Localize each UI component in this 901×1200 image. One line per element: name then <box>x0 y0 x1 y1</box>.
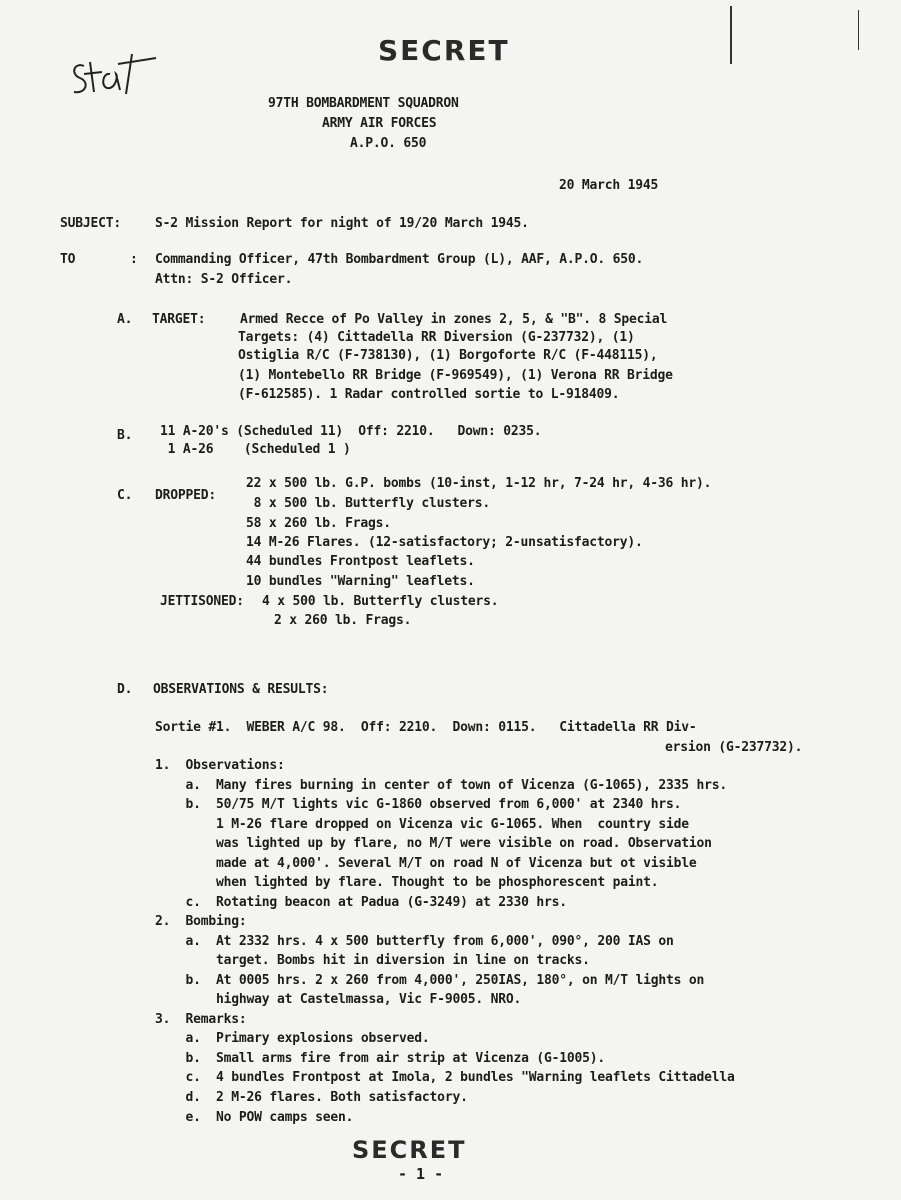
report-line: 2. Bombing: <box>155 914 247 929</box>
page-number: - 1 - <box>398 1165 444 1183</box>
report-line: was lighted up by flare, no M/T were visible on road. Observation <box>155 836 712 851</box>
target-line: (1) Montebello RR Bridge (F-969549), (1) Verona RR Bridge <box>238 368 673 383</box>
section-c-letter: C. <box>117 488 133 503</box>
report-line: target. Bombs hit in diversion in line on tracks. <box>155 953 590 968</box>
target-line: (F-612585). 1 Radar controlled sortie to L-918409. <box>238 387 620 402</box>
sortie-line: Sortie #1. WEBER A/C 98. Off: 2210. Down: 0115. Cittadella RR Div- <box>155 720 697 735</box>
header-unit: 97TH BOMBARDMENT SQUADRON <box>268 96 459 111</box>
report-line: b. 50/75 M/T lights vic G-1860 observed from 6,000' at 2340 hrs. <box>155 797 682 812</box>
aircraft-line: 11 A-20's (Scheduled 11) Off: 2210. Down: 0235. <box>160 424 542 439</box>
aircraft-line: 1 A-26 (Scheduled 1 ) <box>160 442 351 457</box>
section-b-letter: B. <box>117 428 133 443</box>
dropped-line: 58 x 260 lb. Frags. <box>246 516 391 531</box>
dropped-line: 14 M-26 Flares. (12-satisfactory; 2-unsatisfactory). <box>246 535 643 550</box>
report-line: made at 4,000'. Several M/T on road N of Vicenza but ot visible <box>155 856 697 871</box>
report-line: e. No POW camps seen. <box>155 1110 354 1125</box>
report-line: d. 2 M-26 flares. Both satisfactory. <box>155 1090 468 1105</box>
report-line: b. At 0005 hrs. 2 x 260 from 4,000', 250IAS, 180°, on M/T lights on <box>155 973 705 988</box>
jettisoned-line: 4 x 500 lb. Butterfly clusters. <box>262 594 499 609</box>
dropped-line: 8 x 500 lb. Butterfly clusters. <box>246 496 491 511</box>
report-line: c. Rotating beacon at Padua (G-3249) at 2330 hrs. <box>155 895 567 910</box>
dropped-label: DROPPED: <box>155 488 217 503</box>
secret-stamp-bottom: SECRET <box>352 1136 467 1164</box>
report-line: c. 4 bundles Frontpost at Imola, 2 bundles "Warning leaflets Cittadella <box>155 1070 735 1085</box>
subject-label: SUBJECT: <box>60 216 122 231</box>
handwritten-signature <box>66 44 166 104</box>
edge-mark <box>858 10 859 50</box>
observations-label: OBSERVATIONS & RESULTS: <box>153 682 329 697</box>
report-line: 3. Remarks: <box>155 1012 247 1027</box>
header-apo: A.P.O. 650 <box>350 136 427 151</box>
report-line: 1 M-26 flare dropped on Vicenza vic G-1065. When country side <box>155 817 689 832</box>
report-line: when lighted by flare. Thought to be phosphorescent paint. <box>155 875 659 890</box>
report-line: a. At 2332 hrs. 4 x 500 butterfly from 6,000', 090°, 200 IAS on <box>155 934 674 949</box>
to-colon: : <box>130 252 138 267</box>
document-date: 20 March 1945 <box>559 178 659 193</box>
report-line: a. Many fires burning in center of town of Vicenza (G-1065), 2335 hrs. <box>155 778 727 793</box>
report-line: a. Primary explosions observed. <box>155 1031 430 1046</box>
sortie-line: ersion (G-237732). <box>665 740 803 755</box>
report-line: b. Small arms fire from air strip at Vicenza (G-1005). <box>155 1051 605 1066</box>
section-a-label: TARGET: <box>152 312 206 327</box>
jettisoned-line: 2 x 260 lb. Frags. <box>274 613 412 628</box>
edge-mark <box>730 6 732 64</box>
to-line: Attn: S-2 Officer. <box>155 272 293 287</box>
jettisoned-label: JETTISONED: <box>160 594 244 609</box>
section-a-letter: A. <box>117 312 133 327</box>
report-line: highway at Castelmassa, Vic F-9005. NRO. <box>155 992 522 1007</box>
dropped-line: 10 bundles "Warning" leaflets. <box>246 574 475 589</box>
report-line: 1. Observations: <box>155 758 285 773</box>
to-line: Commanding Officer, 47th Bombardment Group (L), AAF, A.P.O. 650. <box>155 252 644 267</box>
target-line: Armed Recce of Po Valley in zones 2, 5, & "B". 8 Special <box>240 312 668 327</box>
dropped-line: 44 bundles Frontpost leaflets. <box>246 554 475 569</box>
secret-stamp-top: SECRET <box>378 34 510 67</box>
to-label: TO <box>60 252 76 267</box>
header-branch: ARMY AIR FORCES <box>322 116 437 131</box>
target-line: Targets: (4) Cittadella RR Diversion (G-237732), (1) <box>238 330 635 345</box>
subject-text: S-2 Mission Report for night of 19/20 March 1945. <box>155 216 529 231</box>
dropped-line: 22 x 500 lb. G.P. bombs (10-inst, 1-12 hr, 7-24 hr, 4-36 hr). <box>246 476 712 491</box>
target-line: Ostiglia R/C (F-738130), (1) Borgoforte R/C (F-448115), <box>238 348 658 363</box>
section-d-letter: D. <box>117 682 133 697</box>
